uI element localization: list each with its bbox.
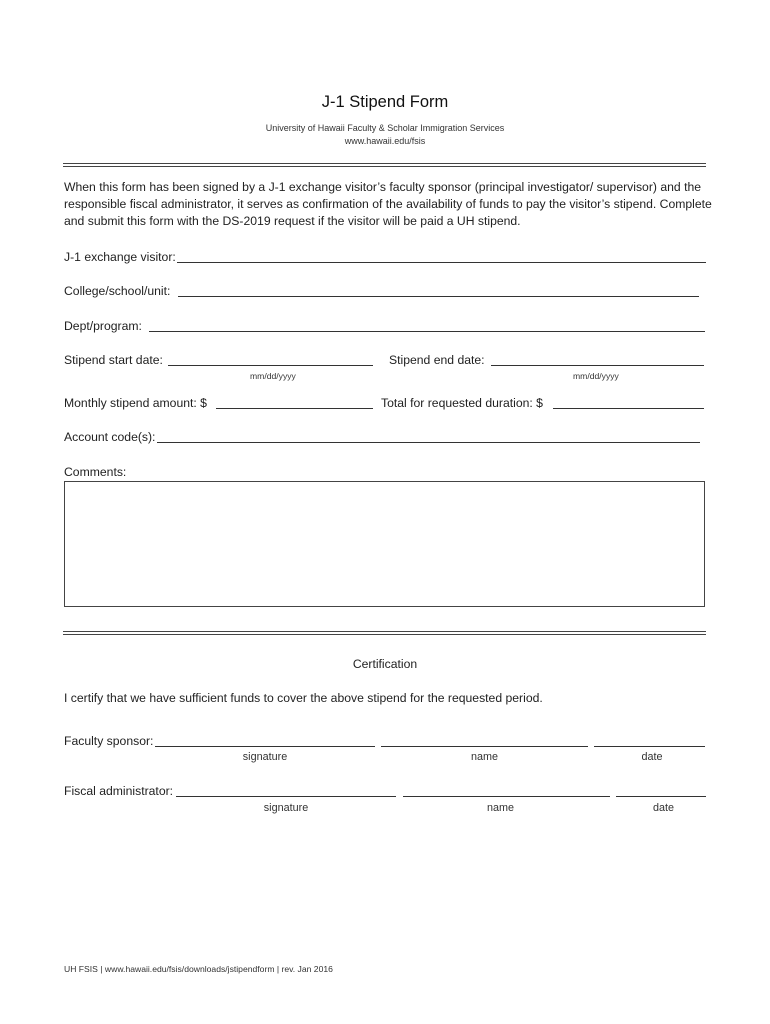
comments-textarea[interactable] [64,481,705,607]
fiscal-name-caption: name [486,802,514,814]
visitor-input[interactable] [177,262,706,263]
total-amount-label: Total for requested duration: $ [381,396,543,410]
dept-label: Dept/program: [64,319,142,333]
faculty-signature-input[interactable] [155,746,375,747]
faculty-name-input[interactable] [381,746,588,747]
faculty-signature-caption: signature [242,751,288,763]
start-date-label: Stipend start date: [64,353,163,367]
dept-input[interactable] [149,331,705,332]
org-name: University of Hawaii Faculty & Scholar Immigration Services [265,123,505,133]
certification-heading: Certification [352,657,418,671]
fiscal-date-caption: date [652,802,674,814]
account-code-label: Account code(s): [64,430,156,444]
monthly-amount-label: Monthly stipend amount: $ [64,396,207,410]
visitor-label: J-1 exchange visitor: [64,250,176,264]
end-date-label: Stipend end date: [389,353,485,367]
page-footer: UH FSIS | www.hawaii.edu/fsis/downloads/jstipendform | rev. Jan 2016 [64,964,333,974]
certification-divider [63,631,706,635]
start-date-hint: mm/dd/yyyy [250,371,296,381]
fiscal-signature-caption: signature [263,802,309,814]
faculty-name-caption: name [470,751,498,763]
fiscal-name-input[interactable] [403,796,610,797]
certification-statement: I certify that we have sufficient funds to cover the above stipend for the requested period. [64,691,543,705]
monthly-amount-input[interactable] [216,408,373,409]
form-title: J-1 Stipend Form [321,93,449,111]
header-divider [63,163,706,167]
faculty-sponsor-label: Faculty sponsor: [64,734,154,748]
college-input[interactable] [178,296,699,297]
comments-label: Comments: [64,465,127,479]
account-code-input[interactable] [157,442,700,443]
faculty-date-caption: date [641,751,663,763]
total-amount-input[interactable] [553,408,704,409]
fiscal-signature-input[interactable] [176,796,396,797]
fiscal-admin-label: Fiscal administrator: [64,784,174,798]
end-date-input[interactable] [491,365,704,366]
org-url: www.hawaii.edu/fsis [344,136,426,146]
college-label: College/school/unit: [64,284,171,298]
fiscal-date-input[interactable] [616,796,706,797]
intro-paragraph: When this form has been signed by a J-1 exchange visitor’s faculty sponsor (principal investigator/ supervisor) and the responsible fiscal administrator, it serves as confirmation of the availability of funds to pay the visitor’s stipend. Complete and submit this form with the DS-2019 request if the visitor will be paid a UH stipend. [64,180,712,228]
end-date-hint: mm/dd/yyyy [573,371,619,381]
start-date-input[interactable] [168,365,373,366]
faculty-date-input[interactable] [594,746,705,747]
